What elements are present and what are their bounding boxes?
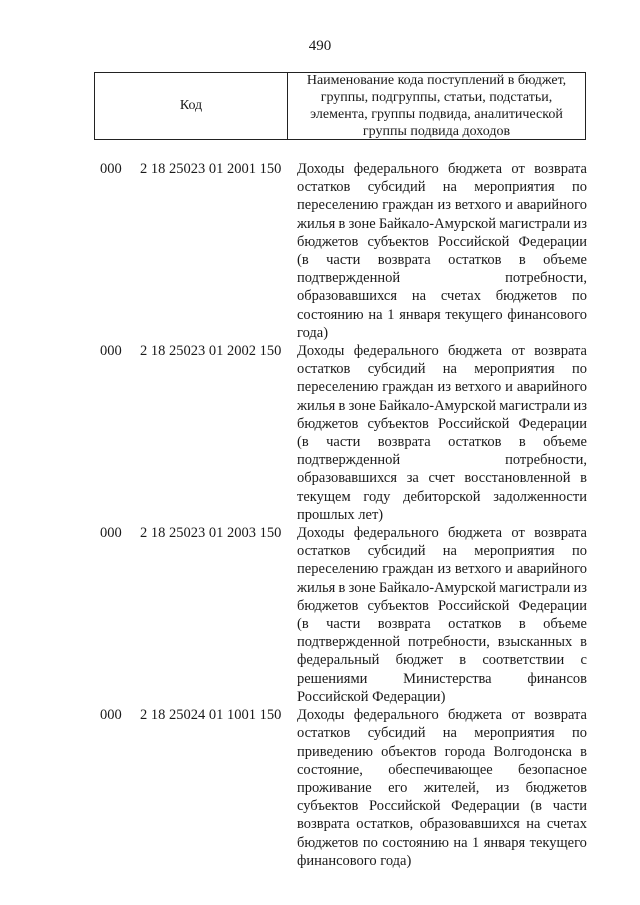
description-line: остатков субсидий на мероприятия по: [297, 179, 587, 196]
description-line: остатков субсидий на мероприятия по: [297, 361, 587, 378]
entry-admin-code: 000: [100, 707, 122, 724]
description-line: переселению граждан из ветхого и аварийного: [297, 561, 587, 578]
description-line: образовавшихся за счет восстановленной в: [297, 470, 587, 487]
description-line: бюджетов субъектов Российской Федерации: [297, 597, 587, 614]
description-line: проживание его жителей, из бюджетов: [297, 779, 587, 796]
description-line: Доходы федерального бюджета от возврата: [297, 707, 587, 724]
header-code-cell: [95, 73, 288, 139]
entries-list: [0, 160, 640, 870]
description-line: решениями Министерства финансов: [297, 670, 587, 687]
entry-admin-code: 000: [100, 343, 122, 360]
description-line: приведению объектов города Волгодонска в: [297, 743, 587, 760]
header-name-line: элемента, группы подвида, аналитической: [310, 107, 563, 122]
description-line: Доходы федерального бюджета от возврата: [297, 161, 587, 177]
description-line: остатков субсидий на мероприятия по: [297, 543, 587, 560]
description-line: прошлых лет): [297, 506, 384, 523]
description-line: подтвержденной потребности, взысканных в: [297, 634, 587, 651]
description-line: состоянию на 1 января текущего финансового: [297, 306, 587, 323]
entry-description: [297, 342, 587, 524]
description-line: переселению граждан из ветхого и аварийного: [297, 379, 587, 396]
description-line: образовавшихся на счетах бюджетов по: [297, 288, 587, 305]
description-line: (в части возврата остатков в объеме: [297, 252, 587, 269]
description-line: Доходы федерального бюджета от возврата: [297, 343, 587, 360]
description-line: жилья в зоне Байкало-Амурской магистрали из: [297, 579, 587, 596]
header-name-line: Наименование кода поступлений в бюджет,: [306, 73, 567, 88]
entry-description: [297, 524, 587, 706]
table-header: [94, 72, 586, 140]
description-line: текущем году дебиторской задолженности: [297, 488, 587, 505]
description-line: подтвержденной потребности,: [297, 452, 587, 469]
description-line: года): [297, 324, 329, 341]
entry-revenue-code: 2 18 25023 01 2002 150: [140, 343, 282, 360]
entry-revenue-code: 2 18 25023 01 2001 150: [140, 161, 282, 177]
description-line: бюджетов по состоянию на 1 января текущего: [297, 834, 587, 851]
description-line: (в части возврата остатков в объеме: [297, 616, 587, 633]
header-name-line: группы подвида доходов: [362, 124, 511, 139]
description-line: жилья в зоне Байкало-Амурской магистрали из: [297, 397, 587, 414]
header-name-cell: [288, 73, 585, 139]
entry-admin-code: 000: [100, 525, 122, 542]
entry-revenue-code: 2 18 25023 01 2003 150: [140, 525, 282, 542]
table-row: [0, 524, 640, 706]
table-row: [0, 342, 640, 524]
description-line: (в части возврата остатков в объеме: [297, 434, 587, 451]
description-line: финансового года): [297, 852, 412, 869]
header-code-label: Код: [179, 98, 203, 113]
description-line: жилья в зоне Байкало-Амурской магистрали из: [297, 215, 587, 232]
description-line: состояние, обеспечивающее безопасное: [297, 761, 587, 778]
table-row: [0, 706, 640, 870]
description-line: федеральный бюджет в соответствии с: [297, 652, 587, 669]
description-line: Российской Федерации): [297, 688, 446, 705]
description-line: подтвержденной потребности,: [297, 270, 587, 287]
description-line: бюджетов субъектов Российской Федерации: [297, 233, 587, 250]
entry-admin-code: 000: [100, 161, 122, 177]
description-line: Доходы федерального бюджета от возврата: [297, 525, 587, 542]
page-number: 490: [308, 38, 332, 54]
entry-revenue-code: 2 18 25024 01 1001 150: [140, 707, 282, 724]
description-line: возврата остатков, образовавшихся на счетах: [297, 816, 587, 833]
entry-description: [297, 706, 587, 870]
header-name-line: группы, подгруппы, статьи, подстатьи,: [320, 90, 553, 105]
table-row: [0, 160, 640, 342]
description-line: остатков субсидий на мероприятия по: [297, 725, 587, 742]
description-line: бюджетов субъектов Российской Федерации: [297, 415, 587, 432]
description-line: субъектов Российской Федерации (в части: [297, 798, 587, 815]
entry-description: [297, 160, 587, 342]
description-line: переселению граждан из ветхого и аварийного: [297, 197, 587, 214]
